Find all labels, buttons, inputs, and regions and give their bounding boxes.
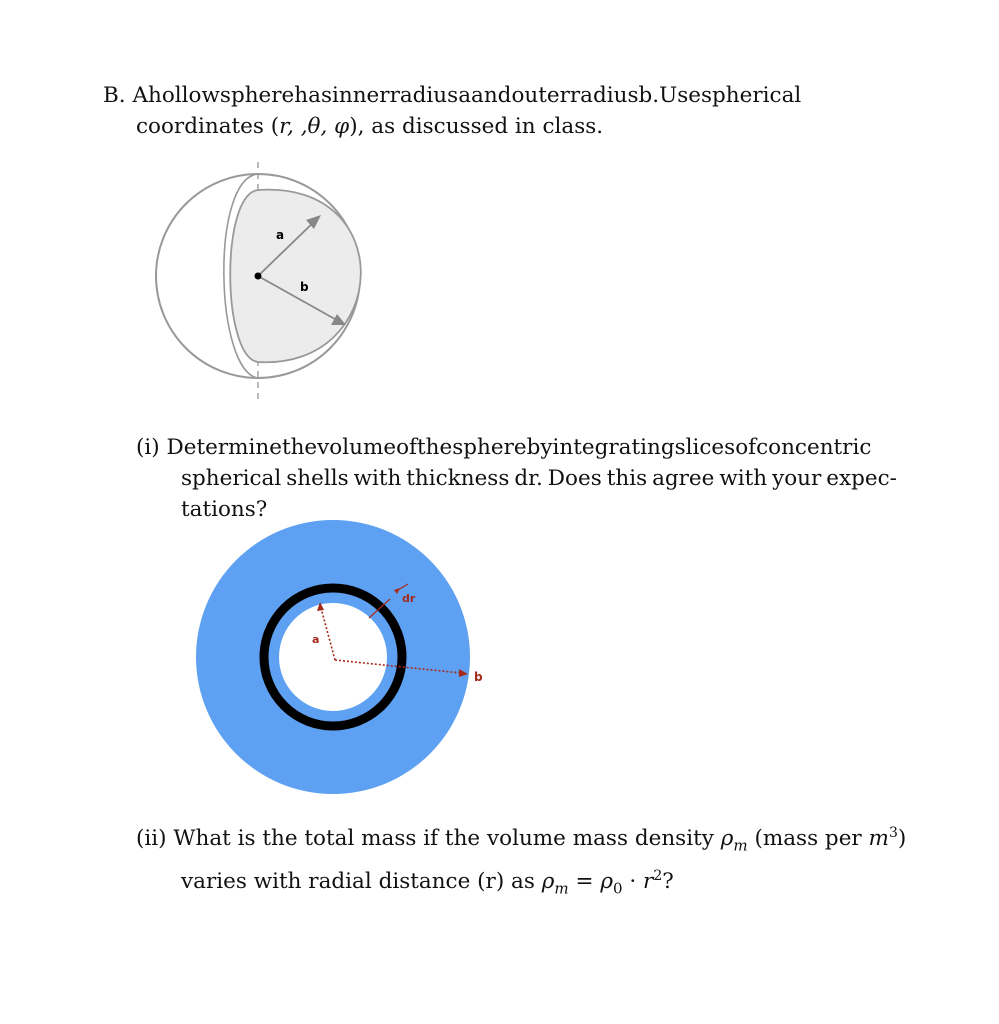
cube-exponent: 3 xyxy=(888,825,898,841)
part-i-line1-word: by xyxy=(526,435,553,460)
problem-line-2 xyxy=(103,111,897,142)
part-i-line2-word: agree xyxy=(652,466,715,491)
problem-line1-word: Use xyxy=(659,83,702,108)
problem-line1-word: spherical xyxy=(701,83,802,108)
part-i-line2-word: spherical xyxy=(181,466,282,491)
label-b-shell: b xyxy=(474,670,483,684)
problem-line1-word: and xyxy=(471,83,512,108)
part-ii-line-1 xyxy=(136,818,907,861)
problem-line1-word: sphere xyxy=(219,83,295,108)
part-i-line1-word: concentric xyxy=(756,435,872,460)
problem-line1-word: a xyxy=(458,83,472,108)
part-i-line1-word: Determine xyxy=(166,435,282,460)
problem-line1-word: radius xyxy=(569,83,639,108)
part-i-line2-word: this xyxy=(606,466,648,491)
part-i-line1-word: the xyxy=(417,435,453,460)
square-exponent: 2 xyxy=(653,868,663,885)
label-a-shell: a xyxy=(312,633,320,646)
part-i-marker: (i) xyxy=(136,435,160,460)
problem-line1-word: A xyxy=(132,83,149,108)
part-i-line2-word: shells xyxy=(286,466,349,491)
rho-symbol-2: ρ xyxy=(541,869,555,895)
rho-zero-subscript: 0 xyxy=(612,879,623,898)
rho-m-subscript: m xyxy=(733,836,748,855)
r-variable: r xyxy=(643,869,654,895)
part-i-line1-word: sphere xyxy=(452,435,527,460)
part-i-line2-word: dr. xyxy=(514,466,543,491)
equals-sign: = xyxy=(575,869,594,895)
problem-line1-word: hollow xyxy=(148,83,220,108)
part-ii-line-2 xyxy=(136,861,897,904)
part-i-line-2 xyxy=(181,463,897,494)
part-i-line1-word: of xyxy=(396,435,417,460)
part-i-line2-word: Does xyxy=(547,466,602,491)
problem-line1-word: has xyxy=(294,83,332,108)
part-i-line2-word: expec- xyxy=(826,466,897,491)
part-ii-line2-text: varies with radial distance (r) as xyxy=(181,869,535,895)
question-mark: ? xyxy=(662,869,674,895)
part-ii-paren-text: (mass per xyxy=(754,826,862,852)
problem-statement xyxy=(103,80,897,142)
dot-operator: · xyxy=(629,869,637,895)
label-dr: dr xyxy=(402,592,416,605)
label-a: a xyxy=(276,228,285,242)
part-i-line2-word: with xyxy=(353,466,402,491)
part-i-line-2-wrap xyxy=(136,463,897,494)
part-i-line1-word: of xyxy=(735,435,757,460)
problem-line2-suffix: ), as discussed in class. xyxy=(349,114,604,139)
part-ii-marker: (ii) xyxy=(136,826,167,852)
part-ii-line1-text: What is the total mass if the volume mass density xyxy=(173,826,714,852)
part-i-line-3: tations? xyxy=(181,497,268,522)
part-i-line-1 xyxy=(136,432,897,463)
spherical-coordinates: r, ,θ, φ xyxy=(279,114,350,139)
problem-line1-word: inner xyxy=(331,83,390,108)
label-b: b xyxy=(300,280,309,294)
problem-line1-word: radius xyxy=(389,83,459,108)
rho-symbol-3: ρ xyxy=(600,869,613,895)
part-i-line2-word: thickness xyxy=(406,466,510,491)
spherical-shell-figure xyxy=(180,510,500,810)
rho-m-subscript-2: m xyxy=(554,879,569,898)
part-i-line2-word: your xyxy=(772,466,822,491)
m-variable: m xyxy=(868,826,889,852)
part-ii-close-paren: ) xyxy=(897,826,907,852)
hollow-sphere-figure xyxy=(140,160,380,410)
part-i-line2-word: with xyxy=(719,466,768,491)
problem-line1-word: outer xyxy=(511,83,570,108)
inner-hole xyxy=(279,603,387,711)
problem-line2-prefix: coordinates ( xyxy=(136,114,280,139)
part-i-line1-word: integrating xyxy=(552,435,675,460)
rho-symbol: ρ xyxy=(720,826,734,852)
center-point xyxy=(255,273,262,280)
problem-letter: B. xyxy=(103,83,126,108)
part-i-line1-word: slices xyxy=(674,435,736,460)
part-ii xyxy=(136,818,907,905)
part-i-line1-word: the xyxy=(281,435,318,460)
problem-line-1 xyxy=(103,80,897,111)
problem-line1-word: b. xyxy=(638,83,660,108)
part-i-line1-word: volume xyxy=(317,435,397,460)
